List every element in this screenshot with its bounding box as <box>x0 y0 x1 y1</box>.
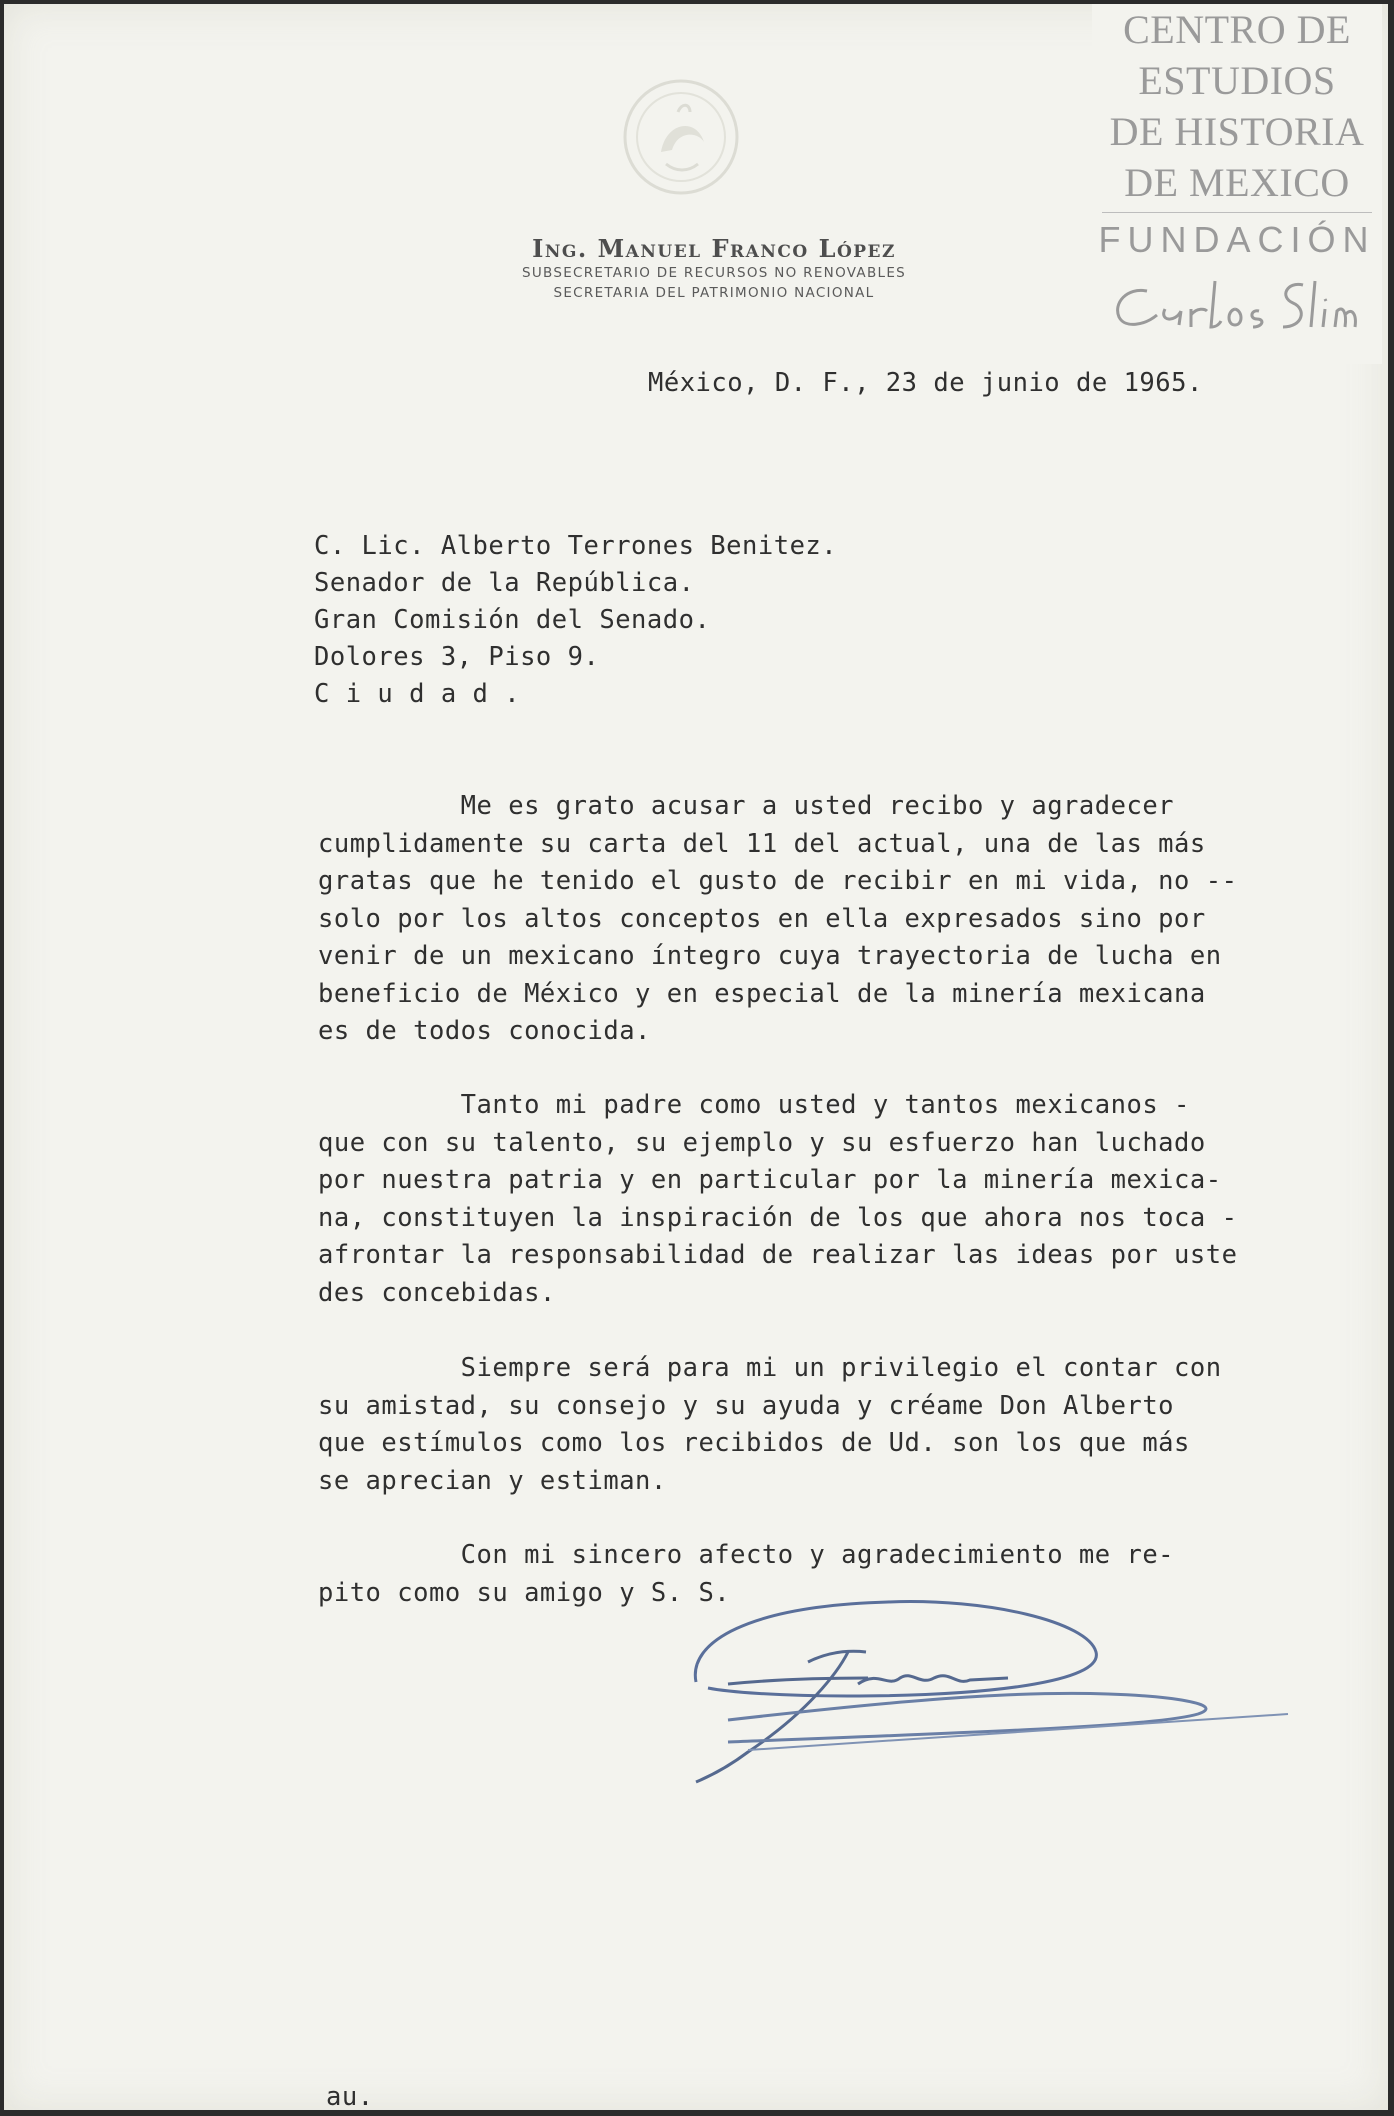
paragraph-line: gratas que he tenido el gusto de recibir en mi vida, no -- <box>318 866 1238 896</box>
paragraph-line: afrontar la responsabilidad de realizar las ideas por uste <box>318 1240 1238 1270</box>
body-paragraph-1 <box>318 788 1258 1051</box>
typist-initials: au. <box>326 2082 374 2112</box>
sender-position: SUBSECRETARIO DE RECURSOS NO RENOVABLES <box>521 265 907 281</box>
recipient-name: C. Lic. Alberto Terrones Benitez. <box>314 531 838 561</box>
paragraph-line: es de todos conocida. <box>318 1016 651 1046</box>
national-seal-emblem <box>606 72 756 202</box>
recipient-address <box>314 528 837 713</box>
paragraph-line: por nuestra patria y en particular por la minería mexica- <box>318 1165 1222 1195</box>
sender-name: Ing. Manuel Franco López <box>532 234 896 263</box>
paragraph-line: Me es grato acusar a usted recibo y agradecer <box>318 791 1175 821</box>
watermark-foundation: FUNDACIÓN <box>1098 219 1376 260</box>
paragraph-line: solo por los altos conceptos en ella expresados sino por <box>318 903 1206 934</box>
paragraph-line: beneficio de México y en especial de la minería mexicana <box>318 978 1206 1009</box>
paragraph-line: pito como su amigo y S. S. <box>318 1577 731 1608</box>
watermark-line-3: DE HISTORIA <box>1109 109 1365 154</box>
letter-page <box>4 4 1388 2110</box>
body-paragraph-2 <box>318 1087 1258 1312</box>
paragraph-line: su amistad, su consejo y su ayuda y créame Don Alberto <box>318 1390 1175 1421</box>
paragraph-line: cumplidamente su carta del 11 del actual, una de las más <box>318 828 1206 859</box>
paragraph-line: que con su talento, su ejemplo y su esfuerzo han luchado <box>318 1127 1206 1158</box>
archive-watermark <box>1092 4 1382 364</box>
paragraph-line: Tanto mi padre como usted y tantos mexicanos - <box>318 1090 1190 1120</box>
paragraph-line: Con mi sincero afecto y agradecimiento me re- <box>318 1540 1175 1570</box>
letter-date: México, D. F., 23 de junio de 1965. <box>648 368 1203 398</box>
paragraph-line: des concebidas. <box>318 1277 556 1308</box>
handwritten-signature <box>688 1592 1308 1792</box>
recipient-city: C i u d a d . <box>314 679 521 709</box>
watermark-line-4: DE MEXICO <box>1124 160 1350 205</box>
recipient-street: Dolores 3, Piso 9. <box>314 642 600 672</box>
recipient-title: Senador de la República. <box>314 568 695 598</box>
letterhead <box>404 234 1024 303</box>
paragraph-line: que estímulos como los recibidos de Ud. son los que más <box>318 1428 1190 1458</box>
body-paragraph-3 <box>318 1350 1258 1500</box>
watermark-divider <box>1102 212 1372 213</box>
paragraph-line: venir de un mexicano íntegro cuya trayectoria de lucha en <box>318 941 1222 971</box>
paragraph-line: Siempre será para mi un privilegio el contar con <box>318 1353 1222 1383</box>
watermark-line-2: ESTUDIOS <box>1138 58 1336 103</box>
watermark-line-1: CENTRO DE <box>1123 7 1351 52</box>
carlos-slim-signature-logo <box>1107 269 1367 339</box>
recipient-office: Gran Comisión del Senado. <box>314 605 711 635</box>
sender-ministry: SECRETARIA DEL PATRIMONIO NACIONAL <box>553 285 875 301</box>
paragraph-line: na, constituyen la inspiración de los que ahora nos toca - <box>318 1202 1238 1233</box>
paragraph-line: se aprecian y estiman. <box>318 1465 667 1496</box>
